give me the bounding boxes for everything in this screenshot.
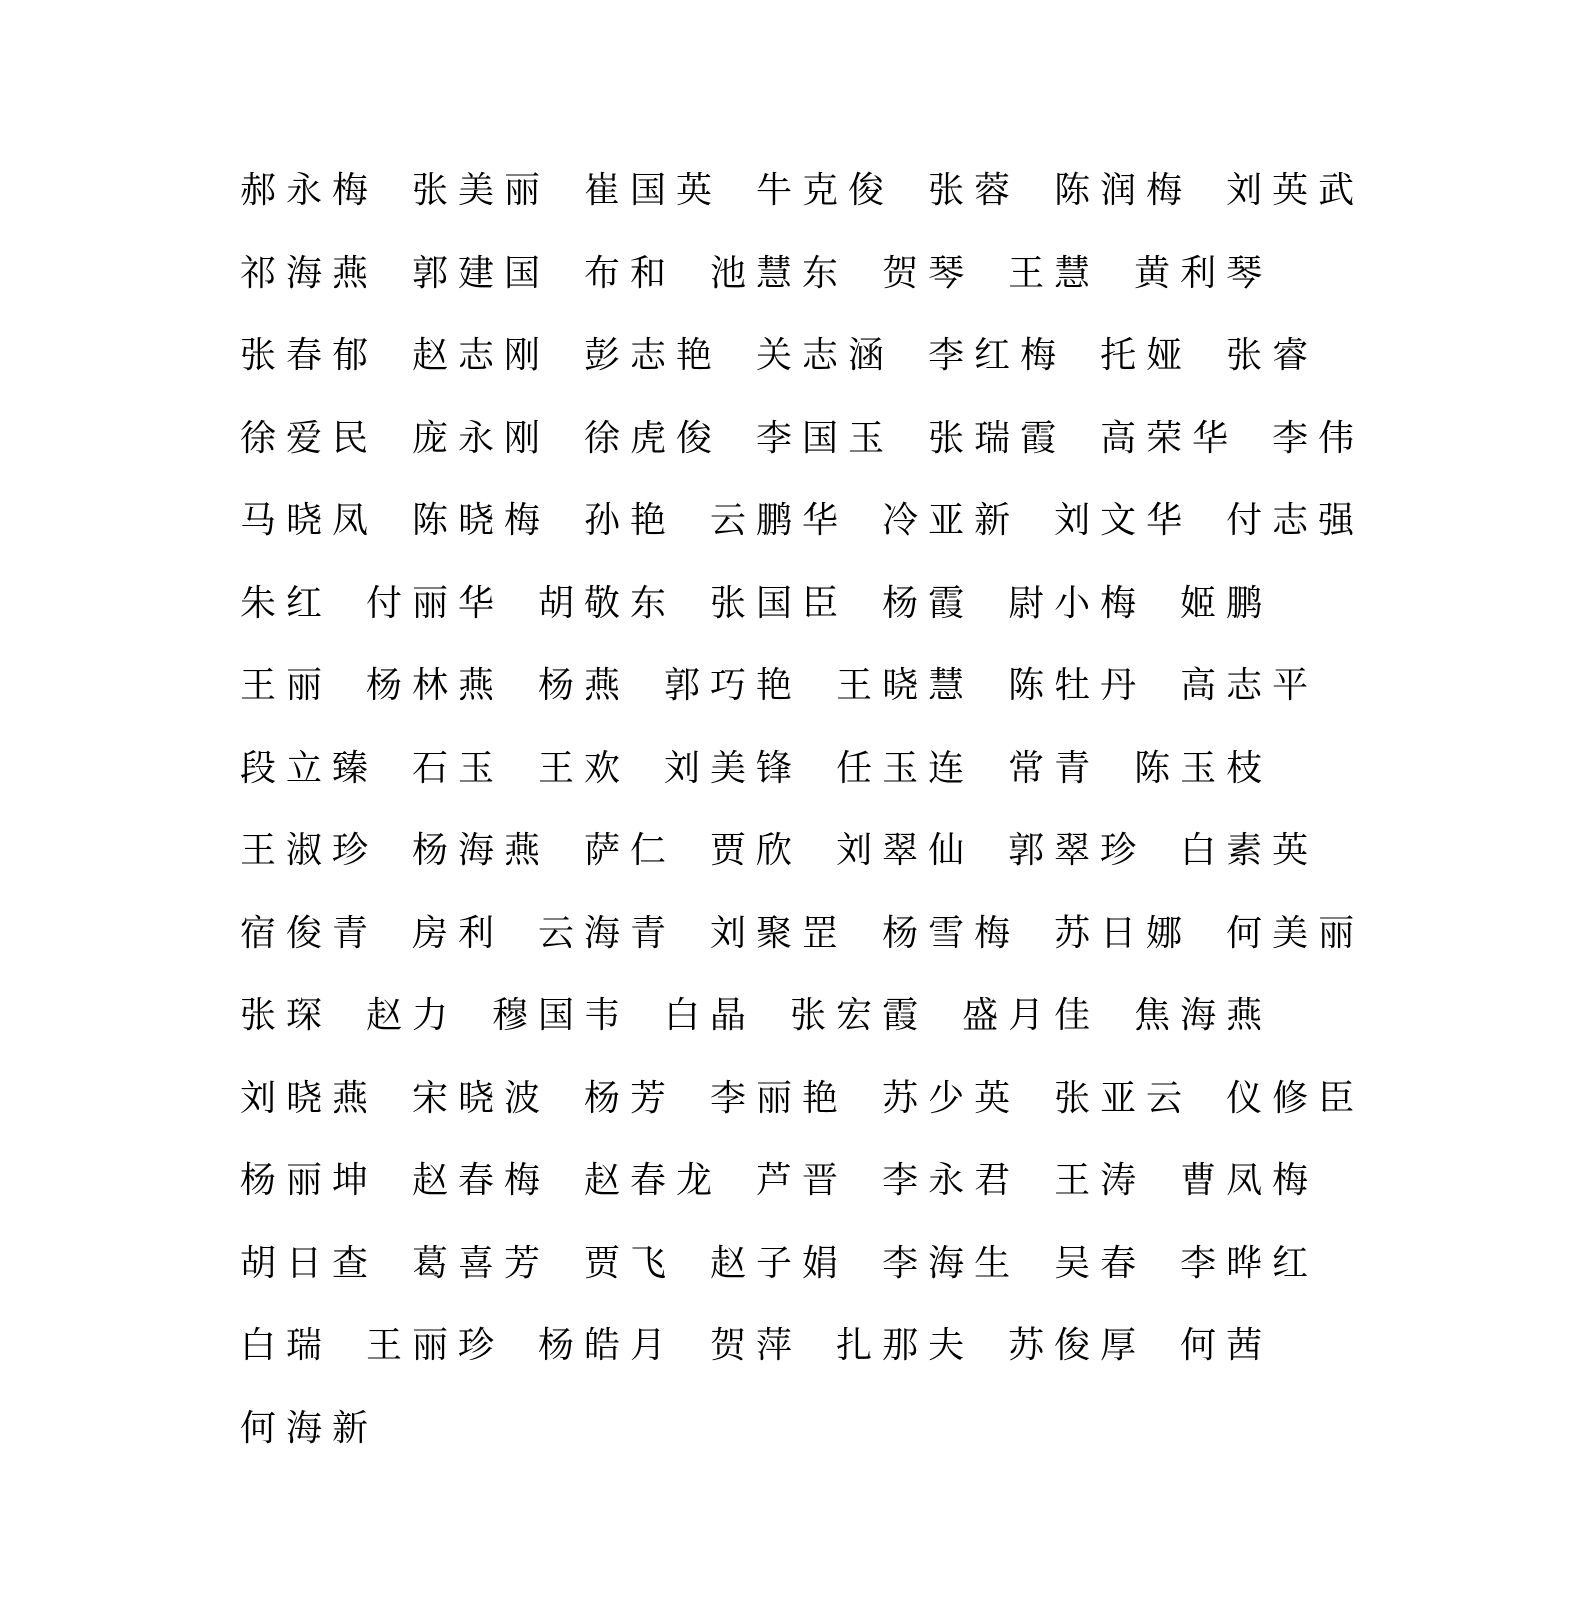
person-name: 张春郁 xyxy=(240,335,379,377)
person-name: 王丽珍 xyxy=(366,1325,505,1367)
person-name: 杨林燕 xyxy=(366,665,505,707)
person-name: 何美丽 xyxy=(1226,912,1365,954)
person-name: 郭建国 xyxy=(412,252,551,294)
person-name: 张宏霞 xyxy=(790,995,929,1037)
name-row xyxy=(240,893,1365,976)
name-row xyxy=(240,315,1340,398)
person-name: 贺萍 xyxy=(710,1325,803,1367)
person-name: 刘聚罡 xyxy=(710,912,849,954)
person-name: 刘晓燕 xyxy=(240,1077,379,1119)
person-name: 葛喜芳 xyxy=(412,1242,551,1284)
person-name: 付志强 xyxy=(1226,500,1365,542)
person-name: 王慧 xyxy=(1008,252,1101,294)
name-row xyxy=(240,1223,1340,1306)
person-name: 盛月佳 xyxy=(962,995,1101,1037)
person-name: 何海新 xyxy=(240,1407,379,1449)
person-name: 黄利琴 xyxy=(1134,252,1273,294)
person-name: 杨雪梅 xyxy=(882,912,1021,954)
person-name: 段立臻 xyxy=(240,747,379,789)
name-row xyxy=(240,728,1340,811)
person-name: 云鹏华 xyxy=(710,500,849,542)
person-name: 李国玉 xyxy=(756,417,895,459)
name-row xyxy=(240,233,1340,316)
person-name: 高荣华 xyxy=(1100,417,1239,459)
person-name: 刘文华 xyxy=(1054,500,1193,542)
person-name: 王晓慧 xyxy=(836,665,975,707)
person-name: 姬鹏 xyxy=(1180,582,1273,624)
person-name: 房利 xyxy=(412,912,505,954)
person-name: 贾欣 xyxy=(710,830,803,872)
person-name: 付丽华 xyxy=(366,582,505,624)
person-name: 王淑珍 xyxy=(240,830,379,872)
person-name: 石玉 xyxy=(412,747,505,789)
person-name: 苏俊厚 xyxy=(1008,1325,1147,1367)
person-name: 云海青 xyxy=(538,912,677,954)
person-name: 彭志艳 xyxy=(584,335,723,377)
person-name: 苏少英 xyxy=(882,1077,1021,1119)
person-name: 陈牡丹 xyxy=(1008,665,1147,707)
person-name: 赵春梅 xyxy=(412,1160,551,1202)
person-name: 冷亚新 xyxy=(882,500,1021,542)
person-name: 李丽艳 xyxy=(710,1077,849,1119)
name-row xyxy=(240,645,1340,728)
person-name: 布和 xyxy=(584,252,677,294)
person-name: 赵子娟 xyxy=(710,1242,849,1284)
person-name: 王欢 xyxy=(538,747,631,789)
person-name: 白晶 xyxy=(664,995,757,1037)
person-name: 张瑞霞 xyxy=(928,417,1067,459)
person-name: 焦海燕 xyxy=(1134,995,1273,1037)
person-name: 吴春 xyxy=(1054,1242,1147,1284)
person-name: 张蓉 xyxy=(928,170,1021,212)
person-name: 徐爱民 xyxy=(240,417,379,459)
person-name: 郭巧艳 xyxy=(664,665,803,707)
person-name: 白瑞 xyxy=(240,1325,333,1367)
name-row xyxy=(240,480,1365,563)
person-name: 萨仁 xyxy=(584,830,677,872)
person-name: 郭翠珍 xyxy=(1008,830,1147,872)
person-name: 仪修臣 xyxy=(1226,1077,1365,1119)
person-name: 曹凤梅 xyxy=(1180,1160,1319,1202)
person-name: 张美丽 xyxy=(412,170,551,212)
person-name: 张国臣 xyxy=(710,582,849,624)
person-name: 贾飞 xyxy=(584,1242,677,1284)
person-name: 池慧东 xyxy=(710,252,849,294)
name-row xyxy=(240,1058,1365,1141)
person-name: 苏日娜 xyxy=(1054,912,1193,954)
person-name: 马晓凤 xyxy=(240,500,379,542)
person-name: 刘英武 xyxy=(1226,170,1365,212)
person-name: 王涛 xyxy=(1054,1160,1147,1202)
person-name: 庞永刚 xyxy=(412,417,551,459)
person-name: 穆国韦 xyxy=(492,995,631,1037)
person-name: 牛克俊 xyxy=(756,170,895,212)
person-name: 托娅 xyxy=(1100,335,1193,377)
person-name: 赵力 xyxy=(366,995,459,1037)
name-row xyxy=(240,563,1340,646)
person-name: 陈润梅 xyxy=(1054,170,1193,212)
person-name: 尉小梅 xyxy=(1008,582,1147,624)
name-row xyxy=(240,810,1340,893)
person-name: 胡日查 xyxy=(240,1242,379,1284)
name-row xyxy=(240,398,1365,481)
person-name: 祁海燕 xyxy=(240,252,379,294)
person-name: 李海生 xyxy=(882,1242,1021,1284)
person-name: 李红梅 xyxy=(928,335,1067,377)
person-name: 杨皓月 xyxy=(538,1325,677,1367)
person-name: 芦晋 xyxy=(756,1160,849,1202)
person-name: 赵春龙 xyxy=(584,1160,723,1202)
person-name: 宿俊青 xyxy=(240,912,379,954)
name-list xyxy=(240,150,1365,1470)
person-name: 李伟 xyxy=(1272,417,1365,459)
person-name: 白素英 xyxy=(1180,830,1319,872)
name-row xyxy=(240,150,1365,233)
person-name: 张琛 xyxy=(240,995,333,1037)
person-name: 何茜 xyxy=(1180,1325,1273,1367)
person-name: 陈玉枝 xyxy=(1134,747,1273,789)
person-name: 关志涵 xyxy=(756,335,895,377)
person-name: 常青 xyxy=(1008,747,1101,789)
person-name: 杨芳 xyxy=(584,1077,677,1119)
person-name: 刘翠仙 xyxy=(836,830,975,872)
person-name: 贺琴 xyxy=(882,252,975,294)
person-name: 任玉连 xyxy=(836,747,975,789)
person-name: 张睿 xyxy=(1226,335,1319,377)
person-name: 陈晓梅 xyxy=(412,500,551,542)
person-name: 杨海燕 xyxy=(412,830,551,872)
name-row xyxy=(240,1388,1340,1471)
person-name: 杨燕 xyxy=(538,665,631,707)
person-name: 郝永梅 xyxy=(240,170,379,212)
person-name: 杨丽坤 xyxy=(240,1160,379,1202)
name-row xyxy=(240,975,1340,1058)
person-name: 崔国英 xyxy=(584,170,723,212)
person-name: 宋晓波 xyxy=(412,1077,551,1119)
person-name: 孙艳 xyxy=(584,500,677,542)
person-name: 张亚云 xyxy=(1054,1077,1193,1119)
person-name: 扎那夫 xyxy=(836,1325,975,1367)
person-name: 杨霞 xyxy=(882,582,975,624)
person-name: 刘美锋 xyxy=(664,747,803,789)
name-row xyxy=(240,1305,1340,1388)
person-name: 朱红 xyxy=(240,582,333,624)
person-name: 高志平 xyxy=(1180,665,1319,707)
person-name: 赵志刚 xyxy=(412,335,551,377)
person-name: 徐虎俊 xyxy=(584,417,723,459)
person-name: 李晔红 xyxy=(1180,1242,1319,1284)
person-name: 王丽 xyxy=(240,665,333,707)
name-row xyxy=(240,1140,1340,1223)
person-name: 胡敬东 xyxy=(538,582,677,624)
person-name: 李永君 xyxy=(882,1160,1021,1202)
